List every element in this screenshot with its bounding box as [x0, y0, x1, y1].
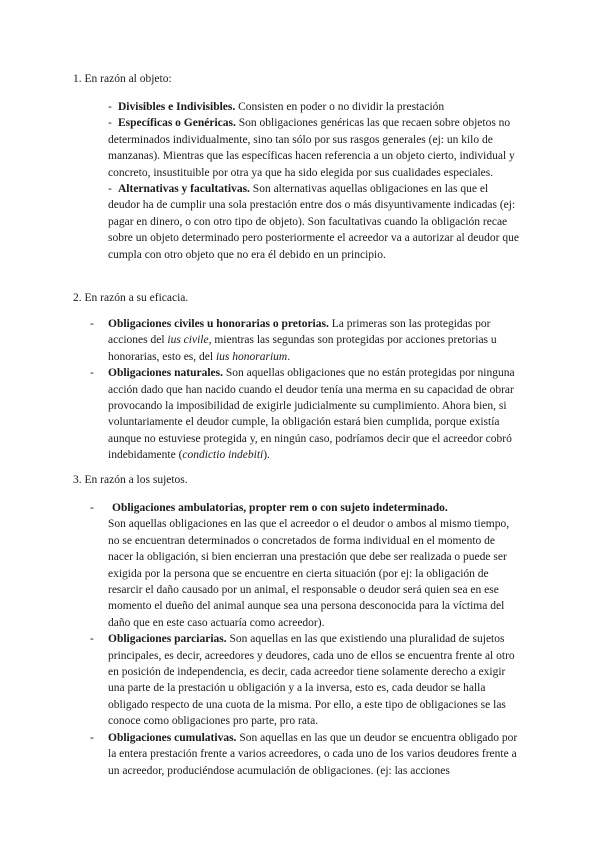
item-paragraph [118, 99, 520, 115]
list-item [108, 115, 520, 181]
item-text: Son obligaciones genéricas las que recaen sobre objetos no determinados individualmente, sino tan sólo por sus rasgos generales (ej: un kilo de manzanas). Mientras que las específicas hacen referencia a un objeto cierto, individual y concreto, insustituible por otra ya que ha sido elegida por sus cualidades especiales. [108, 117, 515, 179]
item-term: Obligaciones parciarias. [108, 633, 227, 646]
item-text: La primeras son las protegidas por acciones del [108, 318, 491, 347]
dash-bullet: - [90, 633, 94, 646]
list-sujetos [90, 500, 520, 779]
latin-term: ius civile [167, 334, 209, 347]
item-text: Son aquellas en las que existiendo una pluralidad de sujetos principales, es decir, acreedores y deudores, cada uno de ellos se encuentra frente al otro en posición de independencia, es decir, cada acreedor tiene solamente derecho a exigir una parte de la prestación u obligación y a la inversa, esto es, cada deudor se halla obligado respecto de una cuota de la misma. Por ello, a este tipo de obligaciones se las conoce como obligaciones pro parte, pro rata. [108, 633, 515, 728]
dash-bullet: - [108, 101, 112, 113]
section-heading-sujetos: 3. En razón a los sujetos. [73, 474, 188, 486]
item-text: Son aquellas en las que un deudor se encuentra obligado por la entera prestación frente a varios acreedores, o cada uno de los varios deudores frente a un acreedor, produciéndose acumulación de obligaciones. (ej: las acciones [108, 731, 518, 777]
item-term: Obligaciones cumulativas. [108, 731, 237, 744]
item-term: Obligaciones ambulatorias, propter rem o con sujeto indeterminado. [112, 502, 448, 514]
list-item [90, 500, 520, 631]
item-term: Divisibles e Indivisibles. [118, 101, 236, 113]
latin-term: condictio indebiti [182, 449, 264, 462]
item-paragraph [108, 516, 520, 631]
dash-bullet: - [90, 367, 94, 380]
list-objeto [108, 99, 520, 263]
section-heading-objeto: 1. En razón al objeto: [73, 73, 172, 85]
item-text: Son aquellas obligaciones en las que el acreedor o el deudor o ambos al mismo tiempo, no se encuentran determinados o concretados de forma individual en el momento de nacer la obligación, si bien encierran una prestación que debe ser realizada o puede ser exigida por la persona que se encuentre en cierta situación (por ej: la obligación de resarcir el daño causado por un animal, el responsable o deudor será quien sea en ese momento el dueño del animal aunque sea una persona desconocida para la víctima del daño que en este caso actuaría como acreedor). [108, 518, 510, 629]
dash-bullet: - [90, 318, 94, 330]
list-item [90, 730, 520, 779]
item-text: ). [263, 449, 270, 462]
item-text: Son aquellas obligaciones que no están protegidas por ninguna acción dado que han nacido cuando el deudor tenía una merma en su capacidad de obrar provocando la imposibilidad de exigirle judicialmente su cumplimiento. Ahora bien, si voluntariamente el deudor cumple, la obligación estará bien cumplida, porque existía aunque no estuviese protegida y, en ningún caso, podríamos decir que el acreedor cobró indebidamente ( [108, 367, 515, 462]
list-item [90, 316, 520, 365]
item-paragraph [108, 181, 520, 263]
dash-bullet: - [90, 731, 94, 744]
list-item [90, 631, 520, 729]
item-paragraph [108, 365, 520, 463]
item-term-line [108, 500, 520, 516]
list-item [108, 181, 520, 263]
item-paragraph [108, 730, 520, 779]
item-term: Obligaciones civiles u honorarias o pretorias. [108, 318, 329, 330]
item-paragraph [108, 115, 520, 181]
dash-bullet: - [108, 117, 112, 130]
section-heading-eficacia: 2. En razón a su eficacia. [73, 292, 189, 304]
list-item [90, 365, 520, 463]
dash-bullet: - [108, 183, 112, 196]
item-text: , mientras las segundas son protegidas por acciones pretorias u honorarias, esto es, del [108, 334, 497, 363]
item-text: Consisten en poder o no dividir la prestación [235, 101, 445, 113]
latin-term: ius honorarium [215, 350, 288, 363]
item-term: Específicas o Genéricas. [118, 117, 236, 130]
list-eficacia [90, 316, 520, 464]
list-item [108, 99, 520, 115]
item-paragraph [108, 631, 520, 729]
item-paragraph [108, 316, 520, 365]
item-term: Alternativas y facultativas. [118, 183, 250, 196]
item-text: Son alternativas aquellas obligaciones en las que el deudor ha de cumplir una sola prestación entre dos o más disyuntivamente indicadas (ej: pagar en dinero, o con otro tipo de objeto). Son facultativas cuando la obligación recae sobre un objeto determinado pero posteriormente el acreedor va a autorizar al deudor que cumpla con otro objeto que no era él debido en un principio. [108, 183, 519, 261]
item-term: Obligaciones naturales. [108, 367, 224, 380]
dash-bullet: - [90, 502, 94, 514]
item-text: . [287, 350, 291, 363]
